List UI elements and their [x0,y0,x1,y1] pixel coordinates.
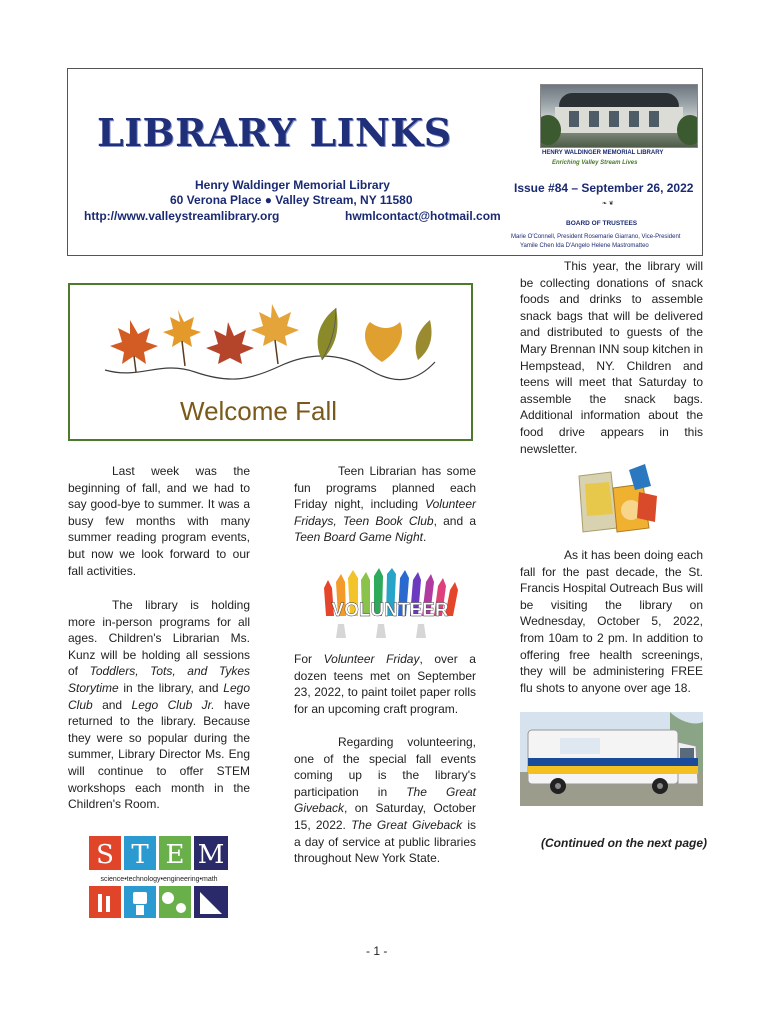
column1-paragraph2: The library is holding more in-person programs for all ages. Children's Librarian Ms. Kunz will be holding all sessions of Toddlers, Tots, and Tykes Storytime in the library, and Lego Club and Lego Club Jr. have returned to the library. Because they were so popular during the summer, Library Director Ms. Eng will continue to offer STEM workshops each month in the Children's Room. [68,598,250,812]
column3-paragraph2: As it has been doing each fall for the past decade, the St. Francis Hospital Outreach Bus will be visiting the library on Wednesday, October 5, 2022, from 10am to 2 pm. In addition to offering free health screenings, they will be administering FREE flu shots to anyone over age 18. [520,548,703,695]
column2-paragraph2: For Volunteer Friday, over a dozen teens met on September 23, 2022, to paint toilet paper rolls for an upcoming craft program. [294,652,476,716]
snack-bag-illustration [573,462,663,534]
robot-body-icon [136,905,144,915]
column2-paragraph3: Regarding volunteering, one of the special fall events coming up is the library's participation in The Great Giveback, on Saturday, October 15, 2022. The Great Giveback is a day of service at public libraries throughout New York State. [294,735,476,866]
volunteer-word: VOLUNTEER [331,600,449,621]
stem-subtitle: science•technology•engineering•math [100,876,218,883]
stem-logo [88,832,230,918]
continued-note: (Continued on the next page) [541,836,707,850]
robot-icon [133,892,147,904]
willow-leaf-icon [416,320,432,360]
fall-leaves-illustration [100,300,440,385]
page-number: - 1 - [366,944,388,958]
maple-leaf-icon [206,322,254,364]
ornament: ❧ ❦ [602,201,614,207]
ginkgo-leaf-icon [365,322,402,362]
column1-paragraph1: Last week was the beginning of fall, and we had to say good-bye to summer. It was a busy few months with many summer reading program events, but now we look forward to our fall activities. [68,464,250,578]
willow-leaf-icon [318,308,338,360]
gear-icon [162,892,174,904]
board-members-line1: Marie O'Connell, President Rosemarie Giarrano, Vice-President [511,234,681,240]
library-name: Henry Waldinger Memorial Library [195,178,390,192]
library-address: 60 Verona Place ● Valley Stream, NY 11580 [170,193,413,207]
maple-leaf-icon [163,310,201,366]
maple-leaf-icon [110,320,158,372]
library-email-link[interactable]: hwmlcontact@hotmail.com [345,209,501,223]
board-title: BOARD OF TRUSTEES [566,220,638,227]
column3-paragraph1: This year, the library will be collecting donations of snack foods and drinks to assemble snack bags that will be delivered and distributed to guests of the Mary Brennan INN soup kitchen in Hempstead, NY. Children and teens will meet that Saturday to assemble the snack bags. Additional information about the food drive appears in this newsletter. [520,259,703,456]
library-website-link[interactable]: http://www.valleystreamlibrary.org [84,209,280,223]
photo-tagline: Enriching Valley Stream Lives [552,160,638,166]
gear-icon [176,903,186,913]
volunteer-hands-graphic [318,566,462,642]
column2-paragraph1: Teen Librarian has some fun programs planned each Friday night, including Volunteer Fridays, Teen Book Club, and a Teen Board Game Night. [294,464,476,545]
welcome-fall-text: Welcome Fall [180,396,338,426]
newsletter-title: LIBRARY LINKS [97,110,452,155]
board-members-line2: Yamile Chen Ida D'Angelo Helene Mastromatteo [520,243,649,249]
stem-letter: S [96,840,114,870]
issue-number: Issue #84 – September 26, 2022 [514,181,694,195]
test-tube-icon [98,894,102,912]
photo-caption: HENRY WALDINGER MEMORIAL LIBRARY [542,150,664,156]
maple-leaf-icon [251,304,299,364]
stem-letter: M [197,840,225,870]
stem-letter: E [165,840,185,870]
library-building-photo [540,84,698,148]
outreach-bus-photo [520,712,703,806]
test-tube-icon [106,896,110,912]
stem-letter: T [131,840,149,870]
